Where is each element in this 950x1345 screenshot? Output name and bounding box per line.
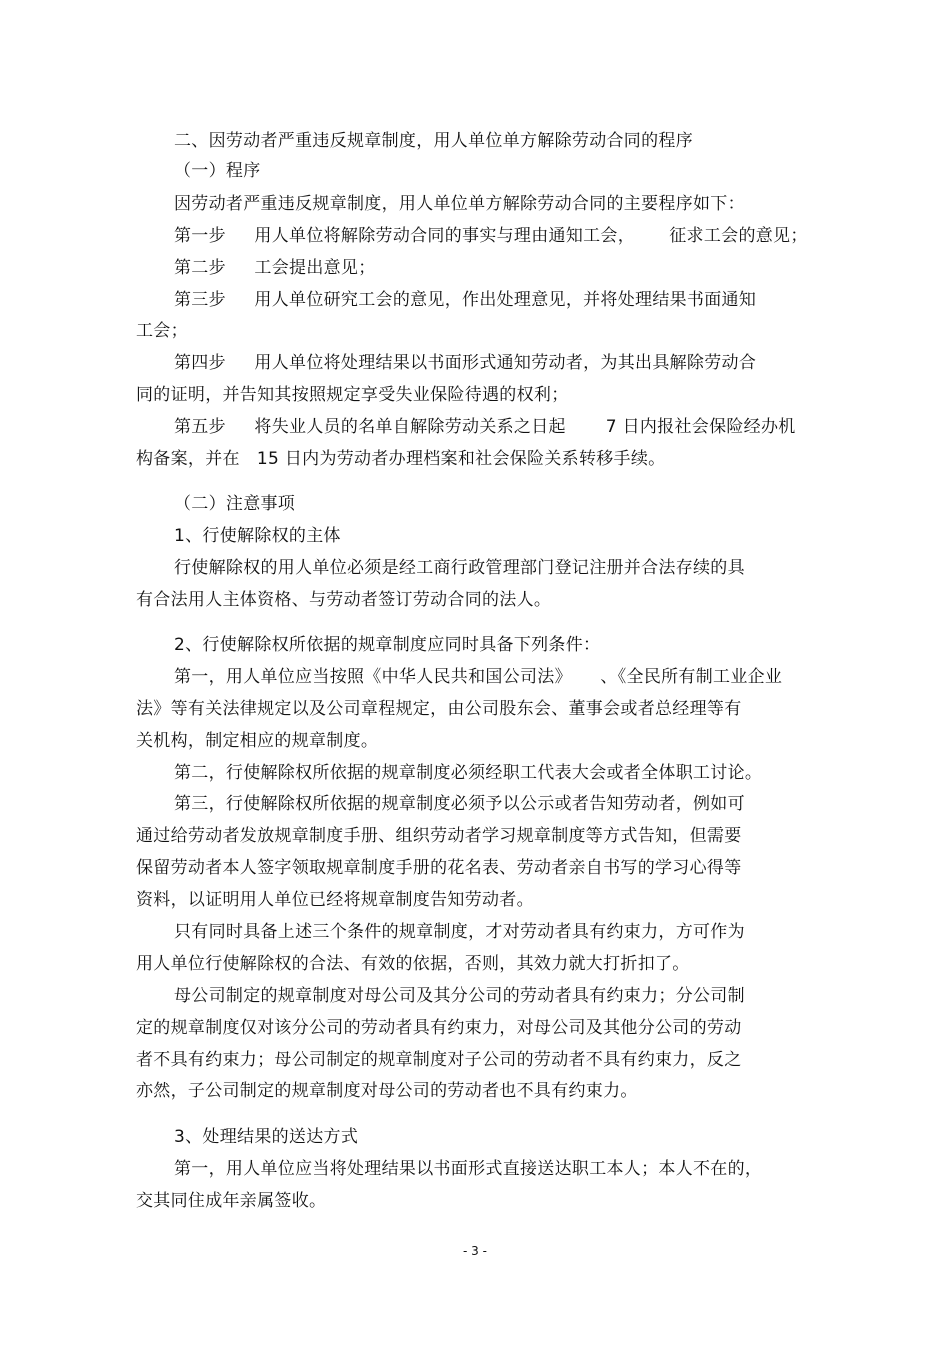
step-3-line-1: 第三步 用人单位研究工会的意见，作出处理意见，并将处理结果书面通知 bbox=[174, 290, 757, 310]
item-2-paragraph-2-line-3: 者不具有约束力；母公司制定的规章制度对子公司的劳动者不具有约束力，反之 bbox=[136, 1050, 742, 1070]
item-2-paragraph-2-line-4: 亦然，子公司制定的规章制度对母公司的劳动者也不具有约束力。 bbox=[136, 1081, 638, 1101]
procedure-intro: 因劳动者严重违反规章制度，用人单位单方解除劳动合同的主要程序如下： bbox=[174, 194, 745, 214]
item-2-condition-1-line-2: 法》等有关法律规定以及公司章程规定，由公司股东会、董事会或者总经理等有 bbox=[136, 699, 742, 719]
item-3-line-2: 交其同住成年亲属签收。 bbox=[136, 1191, 327, 1211]
item-2-paragraph-1-line-1: 只有同时具备上述三个条件的规章制度，才对劳动者具有约束力，方可作为 bbox=[174, 922, 745, 942]
item-2-condition-1-line-1: 第一，用人单位应当按照《中华人民共和国公司法》 、《全民所有制工业企业 bbox=[174, 667, 783, 687]
step-1: 第一步 用人单位将解除劳动合同的事实与理由通知工会， 征求工会的意见； bbox=[174, 226, 808, 246]
step-2: 第二步 工会提出意见； bbox=[174, 258, 376, 278]
item-2-condition-3-line-2: 通过给劳动者发放规章制度手册、组织劳动者学习规章制度等方式告知，但需要 bbox=[136, 826, 742, 846]
item-2-paragraph-1-line-2: 用人单位行使解除权的合法、有效的依据，否则，其效力就大打折扣了。 bbox=[136, 954, 690, 974]
item-2-paragraph-2-line-2: 定的规章制度仅对该分公司的劳动者具有约束力，对母公司及其他分公司的劳动 bbox=[136, 1018, 742, 1038]
item-1-line-2: 有合法用人主体资格、与劳动者签订劳动合同的法人。 bbox=[136, 590, 552, 610]
item-3-line-1: 第一，用人单位应当将处理结果以书面形式直接送达职工本人；本人不在的， bbox=[174, 1159, 763, 1179]
item-3-title: 3、处理结果的送达方式 bbox=[174, 1127, 359, 1147]
notes-heading: （二）注意事项 bbox=[174, 494, 296, 514]
item-2-condition-3-line-4: 资料，以证明用人单位已经将规章制度告知劳动者。 bbox=[136, 890, 534, 910]
item-2-condition-2: 第二，行使解除权所依据的规章制度必须经职工代表大会或者全体职工讨论。 bbox=[174, 763, 763, 783]
step-5-line-1: 第五步 将失业人员的名单自解除劳动关系之日起 7 日内报社会保险经办机 bbox=[174, 417, 796, 437]
step-3-line-2: 工会； bbox=[136, 321, 188, 341]
item-2-condition-1-line-3: 关机构，制定相应的规章制度。 bbox=[136, 731, 379, 751]
section-heading: 二、因劳动者严重违反规章制度，用人单位单方解除劳动合同的程序 bbox=[174, 131, 693, 151]
item-1-line-1: 行使解除权的用人单位必须是经工商行政管理部门登记注册并合法存续的具 bbox=[174, 558, 745, 578]
step-4-line-1: 第四步 用人单位将处理结果以书面形式通知劳动者，为其出具解除劳动合 bbox=[174, 353, 757, 373]
page-number: - 3 - bbox=[463, 1244, 487, 1258]
procedure-heading: （一）程序 bbox=[174, 161, 261, 181]
item-1-title: 1、行使解除权的主体 bbox=[174, 526, 341, 546]
step-4-line-2: 同的证明，并告知其按照规定享受失业保险待遇的权利； bbox=[136, 385, 569, 405]
item-2-condition-3-line-1: 第三，行使解除权所依据的规章制度必须予以公示或者告知劳动者，例如可 bbox=[174, 794, 745, 814]
item-2-condition-3-line-3: 保留劳动者本人签字领取规章制度手册的花名表、劳动者亲自书写的学习心得等 bbox=[136, 858, 742, 878]
item-2-paragraph-2-line-1: 母公司制定的规章制度对母公司及其分公司的劳动者具有约束力；分公司制 bbox=[174, 986, 745, 1006]
step-5-line-2: 构备案，并在 15 日内为劳动者办理档案和社会保险关系转移手续。 bbox=[136, 449, 666, 469]
item-2-title: 2、行使解除权所依据的规章制度应同时具备下列条件： bbox=[174, 635, 601, 655]
